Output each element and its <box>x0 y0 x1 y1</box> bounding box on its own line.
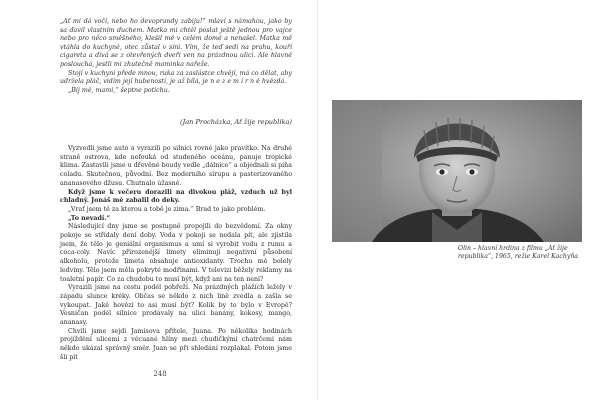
body-paragraph: Chvíli jsme sejdí Jamisova přítele, Juana. Po několika hodinách projíždění ulicemi z vécuané hlíny mezi chudičkými chatrčemi nám někdo ukázal správný směr. Juan se při shledání rozplakal. Potom jsme šli pít <box>60 327 292 361</box>
body-paragraph: „To nevadí.“ <box>68 214 111 222</box>
body-paragraph: Následující dny jsme se postupně propojili do bezvědomí. Za okny pokoje se střídaly dení doby. Voda v pokoji se nedala pít, ale zjistila jsem, že tělo je geniální organismus a umí si vyrobit vodu z rumu a coca-coly. Navíc přirozenější limety eliminují negativní působení alkoholu, protože limeta obsahuje antioxidanty. Trochu mě bolely ledviny. Tělo jsem měla pokryté modřinami. V televizi běžely reklamy na toaletní papír. Co za chudobu to musí být, když ani na ten není? <box>60 223 292 283</box>
quote-attribution: (Jan Procházka, Ať žije republika) <box>180 118 292 126</box>
body-paragraph: Vyzvedli jsme auto a vyrazili po silnici rovné jako pravítko. Na druhé straně ostrova, kde nefouká od studeného oceánu, panuje tropické klima. Zastavili jsme u dřevěné boudy vedle „dálnice“ a objednali si piňa coladu. Skutečnou, původní. Bez moderního sirupu a pasterizovaného ananasového džusu. Chutnalo úžasně. <box>60 145 292 187</box>
quote-paragraph: „Bij mě, mami,“ šeptne potichu. <box>68 86 170 94</box>
quote-paragraph: „Ať mi dá vočí, nebo ho devoprandy zabiju!“ mlaví s námahou, jako by sa ďavil vlastním duchem. Matka mi chtěl poslat ještě jednou pro vajce nebo pro něco směšného, klešil mě v celém domě a nenašel. Matka mě vtáhla do kuchyně, otec zůstal v síni. Vím, že teď sedí na prahu, kouří cigareta a dívá se z otevřených dveří ven na prázdnou ulici. Ale hlavně poslouchá, jestli mi zhutečně maminka nařeže. <box>60 18 292 68</box>
boy-portrait-image <box>332 100 582 242</box>
body-paragraph: „Vrať jsem tě za kterou a tobě je zima.“ Brad to jako problém. <box>68 205 266 213</box>
quote-paragraph: Stojí v kuchyni přede mnou, ruka za zaslástce chvějí, má co dělat, aby udržela pláč, vidím její hubeností, je až bílá, je n e z e m í r n ě hvězdá. <box>60 69 292 86</box>
body-paragraph: Když jsme k večeru dorazili na divokou pláž, vzduch už byl chladný. Jonáš mě zabalil do deky. <box>60 188 292 205</box>
epigraph-quote <box>60 18 292 95</box>
film-still-photo <box>332 100 582 242</box>
photo-caption: Olin – hlavní hrdina z filmu „Ať žije republika“, 1965, režie Karel Kachyňa <box>458 245 578 261</box>
page-number: 248 <box>153 370 167 378</box>
body-paragraph: Vyrazili jsme na cestu podél pobřeží. Na prázdných plážích ležely v západu slunce kréky. Občas se někdo z nich lině zvedla a zašla se vykoupat. Jaké hovězí to asi musí být? Kolik by to bylo v Evropě? Vesničan podél silnice prodávaly na ulici banány, kokosy, mango, ananasy. <box>60 284 292 327</box>
right-page <box>318 0 600 400</box>
body-text <box>60 145 292 363</box>
